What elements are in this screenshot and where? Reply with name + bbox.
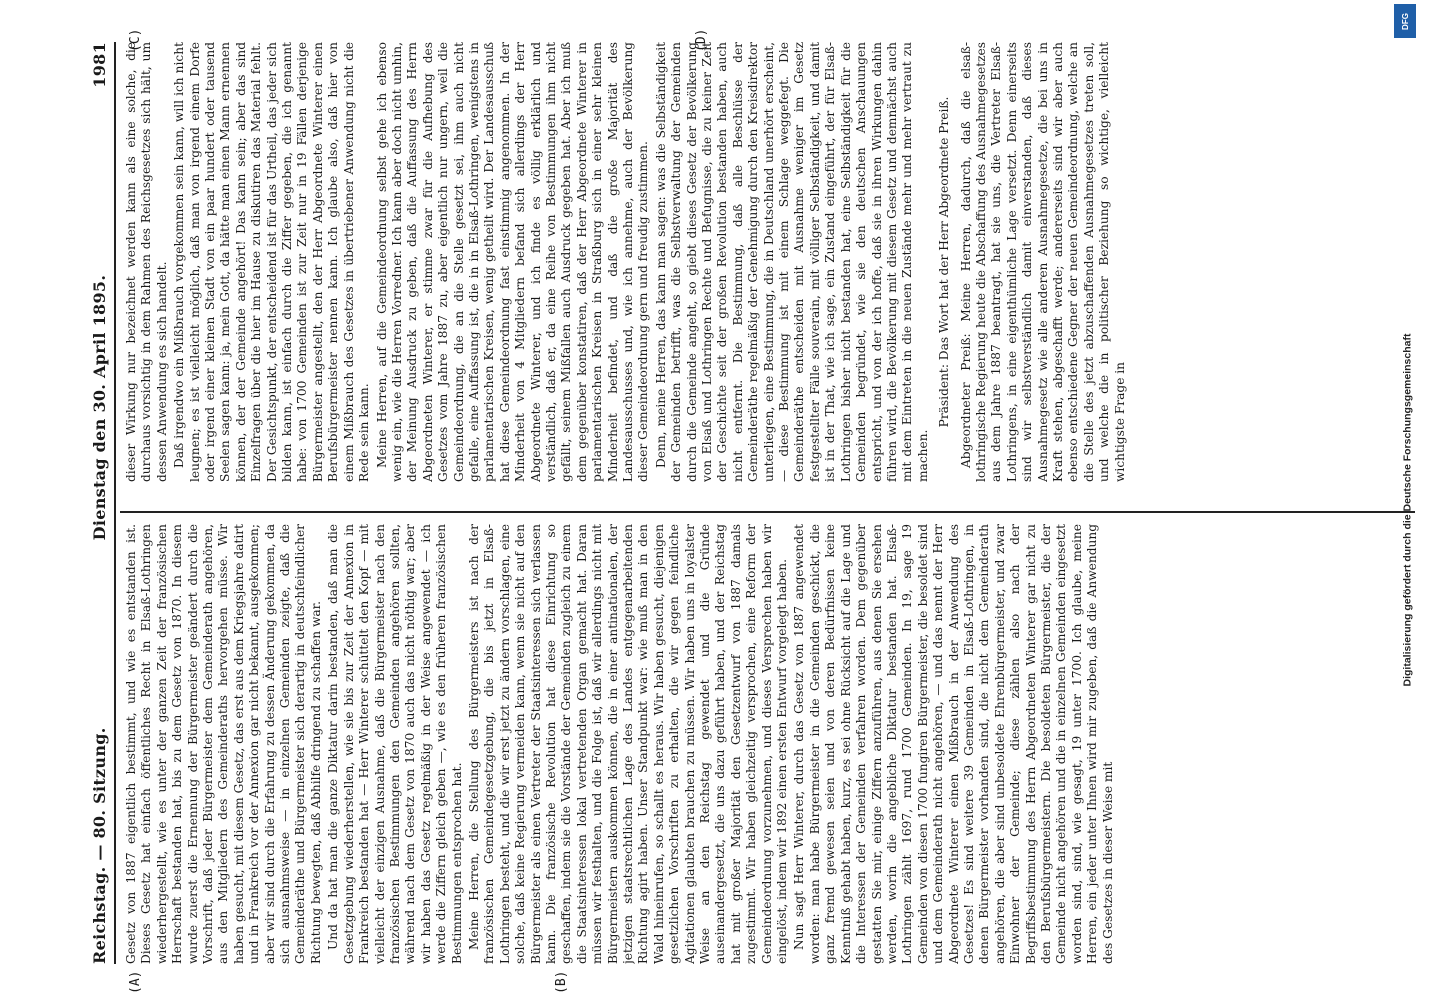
paragraph: Denn, meine Herren, das kann man sagen: was die Selbständigkeit der Gemeinden betrifft, was die Selbstverwaltung der Gemeinden durch die Gemeinde angeht, so giebt dieses Gesetz der Bevölkerung von Elsaß und Lothringen Rechte und Befugnisse, die zu keiner Zeit der Geschichte seit der großen Revolution bestanden haben, auch nicht entfernt. Die Bestimmung, daß alle Beschlüsse der Gemeinderäthe regelmäßig der Genehmigung durch den Kreisdirektor unterliegen, eine Bestimmung, die in Deutschland unerhört erscheint, — diese Bestimmung ist mit einem Schlage weggefegt. Die Gemeinderäthe entscheiden mit Ausnahme weniger im Gesetz festgestellter Fälle souverain, mit völliger Selbständigkeit, und damit ist in der That, wie ich sage, ein Zustand eingeführt, der für Elsaß-Lothringen bisher nicht bestanden hat, eine Selbständigkeit für die Gemeinden begründet, wie sie den deutschen Anschauungen entspricht, und von der ich hoffe, daß sie in ihren Wirkungen dahin führen wird, die Bevölkerung mit diesem Gesetz und demnächst auch mit dem Eintreten in die neuen Zustände mehr und mehr vertraut zu machen. bbox=[653, 42, 930, 482]
margin-marker-a: (A) bbox=[128, 970, 143, 994]
paragraph: Und da hat man die ganze Diktatur darin bestanden, daß man die Gesetzgebung wiederherstellen, wie sie bis zur Zeit der Annexion in Frankreich bestanden hat — Herr Winterer schüttelt den Kopf — mit vielleicht der einzigen Ausnahme, daß die Bürgermeister nach den französischen Bestimmungen den Gemeinden angehören sollten, während nach dem Gesetz von 1870 auch das nicht nöthig war; aber wir haben das Gesetz regelmäßig in der Weise angewendet — ich werde die Ziffern gleich geben —, wie es den früheren französischen Bestimmungen entsprochen hat. bbox=[326, 524, 464, 964]
margin-marker-d: (D) bbox=[694, 28, 709, 52]
header-left: Reichstag. — 80. Sitzung. bbox=[89, 727, 109, 964]
margin-marker-b: (B) bbox=[554, 970, 569, 994]
page-number: 1981 bbox=[89, 42, 109, 88]
margin-marker-c: (C) bbox=[128, 28, 143, 52]
right-column bbox=[124, 42, 1414, 482]
digitization-note-text: Digitalisierung gefördert durch die Deutsche Forschungsgemeinschaft bbox=[1401, 333, 1414, 687]
page-header bbox=[84, 42, 114, 964]
rotated-page bbox=[84, 22, 1424, 994]
paragraph: Meine Herren, auf die Gemeindeordnung selbst gehe ich ebenso wenig ein, wie die Herren Vorredner. Ich kann aber doch nicht umhin, der Meinung Ausdruck zu geben, daß die Auffassung des Herrn Abgeordneten Winterer, er stimme zwar für die Aufhebung des Gesetzes vom Jahre 1887 zu, aber eigentlich nur ungern, weil die Gemeindeordnung, die an die Stelle gesetzt sei, ihm auch nicht gefalle, eine Auffassung ist, die in in Elsaß-Lothringen, wenigstens in parlamentarischen Kreisen, wenig getheilt wird. Der Landesausschuß hat diese Gemeindeordnung fast einstimmig angenommen. In der Minderheit von 4 Mitgliedern befand sich allerdings der Herr Abgeordnete Winterer, und ich finde es völlig erklärlich und verständlich, daß er, da eine Reihe von Bestimmungen ihm nicht gefällt, seinem Mißfallen auch Ausdruck gegeben hat. Aber ich muß dem gegenüber konstatiren, daß der Herr Abgeordnete Winterer in parlamentarischen Kreisen in Straßburg sich in einer sehr kleinen Minderheit befindet, und daß die große Majorität des Landesausschusses und, wie ich annehme, auch der Bevölkerung dieser Gemeindeordnung gern und freudig zustimmen. bbox=[374, 42, 651, 482]
paragraph: dieser Wirkung nur bezeichnet werden kann als eine solche, die durchaus vorsichtig in dem Rahmen des Reichsgesetzes sich hält, um dessen Anwendung es sich handelt. bbox=[124, 42, 169, 482]
paragraph: Daß irgendwo ein Mißbrauch vorgekommen sein kann, will ich nicht leugnen; es ist vielleicht möglich, daß man von irgend einem Dorfe oder irgend einer kleinen Stadt von ein paar hundert oder tausend Seelen sagen kann: ja, mein Gott, da hätte man einen Mann ernennen können, der der Gemeinde angehört! Das kann sein; aber das sind Einzelfragen über die hier im Hause zu diskutiren das Material fehlt. Der Gesichtspunkt, der entscheidend ist für das Urtheil, das jeder sich bilden kann, ist einfach durch die Ziffer gegeben, die ich genannt habe: von 1700 Gemeinden ist zur Zeit nur in 19 Fällen derjenige Bürgermeister angestellt, den der Herr Abgeordnete Winterer einen Berufsbürgermeister nennen kann. Ich glaube also, daß hier von einem Mißbrauch des Gesetzes in übertriebener Anwendung nicht die Rede sein kann. bbox=[172, 42, 372, 482]
speech-preiss: Abgeordneter Preiß: Meine Herren, dadurch, daß die elsaß-lothringische Regierung heute die Abschaffung des Ausnahmegesetzes aus dem Jahre 1887 beantragt, hat sie uns, die Vertreter Elsaß-Lothringens, in eine eigenthümliche Lage versetzt. Denn einerseits sind wir selbstverständlich damit einverstanden, daß dieses Ausnahmegesetz wie alle anderen Ausnahmegesetze, die bei uns in Kraft stehen, abgeschafft werde; andererseits sind wir aber auch ebenso entschiedene Gegner der neuen Gemeindeordnung, welche an die Stelle des jetzt abzuschaffenden Ausnahmegesetzes treten soll, und welche die in politischer Beziehung so wichtige, vielleicht wichtigste Frage in bbox=[958, 42, 1127, 482]
dfg-logo: DFG bbox=[1394, 4, 1416, 38]
digitization-note bbox=[1398, 40, 1416, 980]
paragraph: Nun sagt Herr Winterer, durch das Gesetz von 1887 angewendet worden: man habe Bürgermeister in die Gemeinden geschickt, die ganz fremd gewesen seien und von deren Bedürfnissen keine Kenntniß gehabt haben, kurz, es sei ohne Rücksicht auf die Lage und die Interessen der Gemeinden verfahren worden. Dem gegenüber gestatten Sie mir, einige Ziffern anzuführen, aus denen Sie ersehen werden, worin die angebliche Diktatur bestanden hat. Elsaß-Lothringen zählt 1697, rund 1700 Gemeinden. In 19, sage 19 Gemeinden von diesen 1700 fungiren Bürgermeister, die besoldet sind und dem Gemeinderath nicht angehören, — und das nennt der Herr Abgeordnete Winterer einen Mißbrauch in der Anwendung des Gesetzes! Es sind weitere 39 Gemeinden in Elsaß-Lothringen, in denen Bürgermeister vorhanden sind, die nicht dem Gemeinderath angehören, die aber sind unbesoldete Ehrenbürgermeister, und zwar Einwohner der Gemeinde; diese zählen also nach der Begriffsbestimmung des Herrn Abgeordneten Winterer gar nicht zu den Berufsbürgermeistern. Die besoldeten Bürgermeister, die der Gemeinde nicht angehören und die in einzelnen Gemeinden eingesetzt worden sind, sind, wie gesagt, 19 unter 1700. Ich glaube, meine Herren, ein jeder unter Ihnen wird mir zugeben, daß die Anwendung des Gesetzes in dieser Weise mit bbox=[792, 524, 1115, 964]
header-date: Dienstag den 30. April 1895. bbox=[89, 274, 109, 541]
paragraph: Meine Herren, die Stellung des Bürgermeisters ist nach der französischen Gemeindegesetzgebung, die bis jetzt in Elsaß-Lothringen besteht, und die wir erst jetzt zu ändern vorschlagen, eine solche, daß keine Regierung vermeiden kann, wenn sie nicht auf den Bürgermeister als einen Vertreter der Staatsinteressen sich verlassen kann. Die französische Revolution hat diese Einrichtung so geschaffen, indem sie die Vorstände der Gemeinden zugleich zu einem die Staatsinteressen lokal vertretenden Organ gemacht hat. Daran müssen wir festhalten, und die Folge ist, daß wir allerdings nicht mit Bürgermeistern auskommen können, die in einer antinationalen, der jetzigen staatsrechtlichen Lage des Landes entgegenarbeitenden Richtung agirt haben. Unser Standpunkt war: wie muß man in den Wald hineinrufen, so schallt es heraus. Wir haben gesucht, diejenigen gesetzlichen Vorschriften zu erhalten, die wir gegen feindliche Agitationen glaubten brauchen zu müssen. Wir haben uns in loyalster Weise an den Reichstag gewendet und die Gründe auseinandergesetzt, die uns dazu geführt haben, und der Reichstag hat mit großer Majorität den Gesetzentwurf von 1887 damals zugestimmt. Wir haben gleichzeitig versprochen, eine Reform der Gemeindeordnung vorzunehmen, und dieses Versprechen haben wir eingelöst, indem wir 1892 einen ersten Entwurf vorgelegt haben. bbox=[466, 524, 790, 964]
paragraph: Gesetz von 1887 eigentlich bestimmt, und wie es entstanden ist. Dieses Gesetz hat einfach öffentliches Recht in Elsaß-Lothringen wiederhergestellt, wie es unter der ganzen Zeit der französischen Herrschaft bestanden hat, bis zu dem Gesetz von 1870. In diesem wurde zuerst die Ernennung der Bürgermeister geändert durch die Vorschrift, daß jeder Bürgermeister dem Gemeinderath angehören, aus den Mitgliedern des Gemeinderaths hervorgehen müsse. Wir haben gesucht, mit diesem Gesetz, das erst aus dem Kriegsjahre datirt und in Frankreich vor der Annexion gar nicht bekannt, ausgekommen; aber wir sind durch die Erfahrung zu dessen Änderung gekommen, da sich ausnahmsweise — in einzelnen Gemeinden zeigte, daß die Gemeinderäthe und Bürgermeister sich derartig in deutschfeindlicher Richtung bewegten, daß Abhilfe dringend zu schaffen war. bbox=[124, 524, 323, 964]
president-remark: Präsident: Das Wort hat der Herr Abgeordnete Preiß. bbox=[937, 96, 952, 428]
header-rule bbox=[114, 42, 116, 964]
column-divider bbox=[120, 511, 1415, 513]
left-column bbox=[124, 524, 1414, 964]
